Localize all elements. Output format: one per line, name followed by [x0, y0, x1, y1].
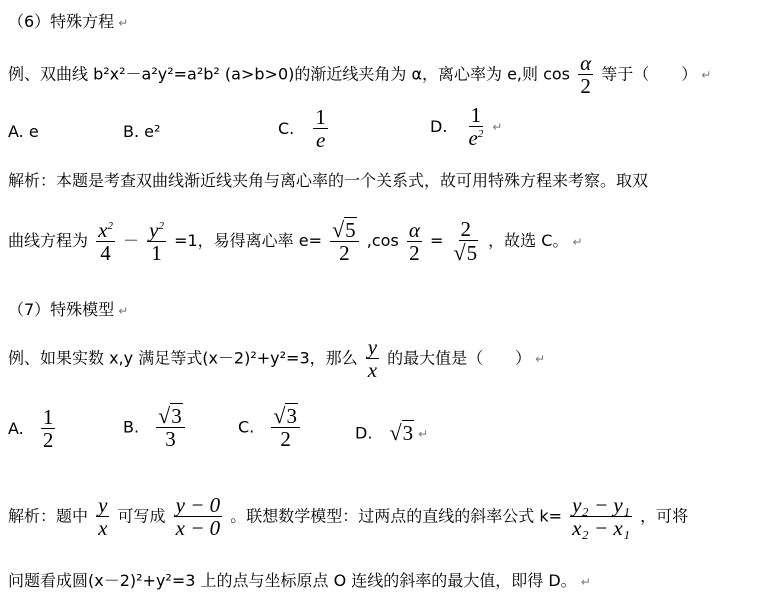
analysis-6-line2: 曲线方程为 $\frac{x^2}{4}$ － $\frac{y^2}{1}$ =1，易得离心率 e= $\frac{√5}{2}$ ,cos $\frac{\alpha}{2}$ = $\frac{2}{√5}$ ，故选 C。 ↵ — [8, 217, 583, 266]
fraction-alpha-over-2: $\frac{\alpha}{2}$ — [580, 51, 592, 99]
q7-option-a: A. $\frac{1}{2}$ — [8, 405, 54, 453]
section-6-title: （6）特殊方程 ↵ — [8, 12, 129, 31]
question-7: 例、如果实数 x,y 满足等式(x－2)²+y²=3，那么 $\frac{y}{x}$ 的最大值是（ ） ↵ — [8, 335, 546, 383]
q7-option-d: D. √3 ↵ — [355, 420, 429, 445]
q6-option-b: B. e² — [123, 122, 161, 141]
analysis-7-line1: 解析：题中 $\frac{y}{x}$ 可写成 $\frac{y - 0}{x - 0}$ 。联想数学模型：过两点的直线的斜率公式 k= $\frac{\text{y₂ − y₁}}{\text{x₂ − x₁}}$ ，可将 — [8, 493, 689, 541]
analysis-7-line2: 问题看成圆(x－2)²+y²=3 上的点与坐标原点 O 连线的斜率的最大值，即得 D。 ↵ — [8, 571, 591, 590]
analysis-6-line1: 解析：本题是考查双曲线渐近线夹角与离心率的一个关系式，故可用特殊方程来考察。取双 — [8, 171, 649, 190]
q6-option-a: A. e — [8, 122, 39, 141]
q6-option-d: D. $\frac{1}{e^2}$ ↵ — [430, 103, 503, 151]
q7-option-b: B. $\frac{√3}{3}$ — [123, 404, 188, 450]
section-7-title: （7）特殊模型 ↵ — [8, 300, 129, 319]
question-6: 例、双曲线 b²x²－a²y²=a²b² (a>b>0)的渐近线夹角为 α，离心率为 e,则 cos $\frac{\alpha}{2}$ 等于（ ） ↵ — [8, 51, 712, 99]
q6-option-c: C. $\frac{1}{e}$ — [278, 105, 326, 153]
q7-option-c: C. $\frac{√3}{2}$ — [238, 404, 303, 450]
